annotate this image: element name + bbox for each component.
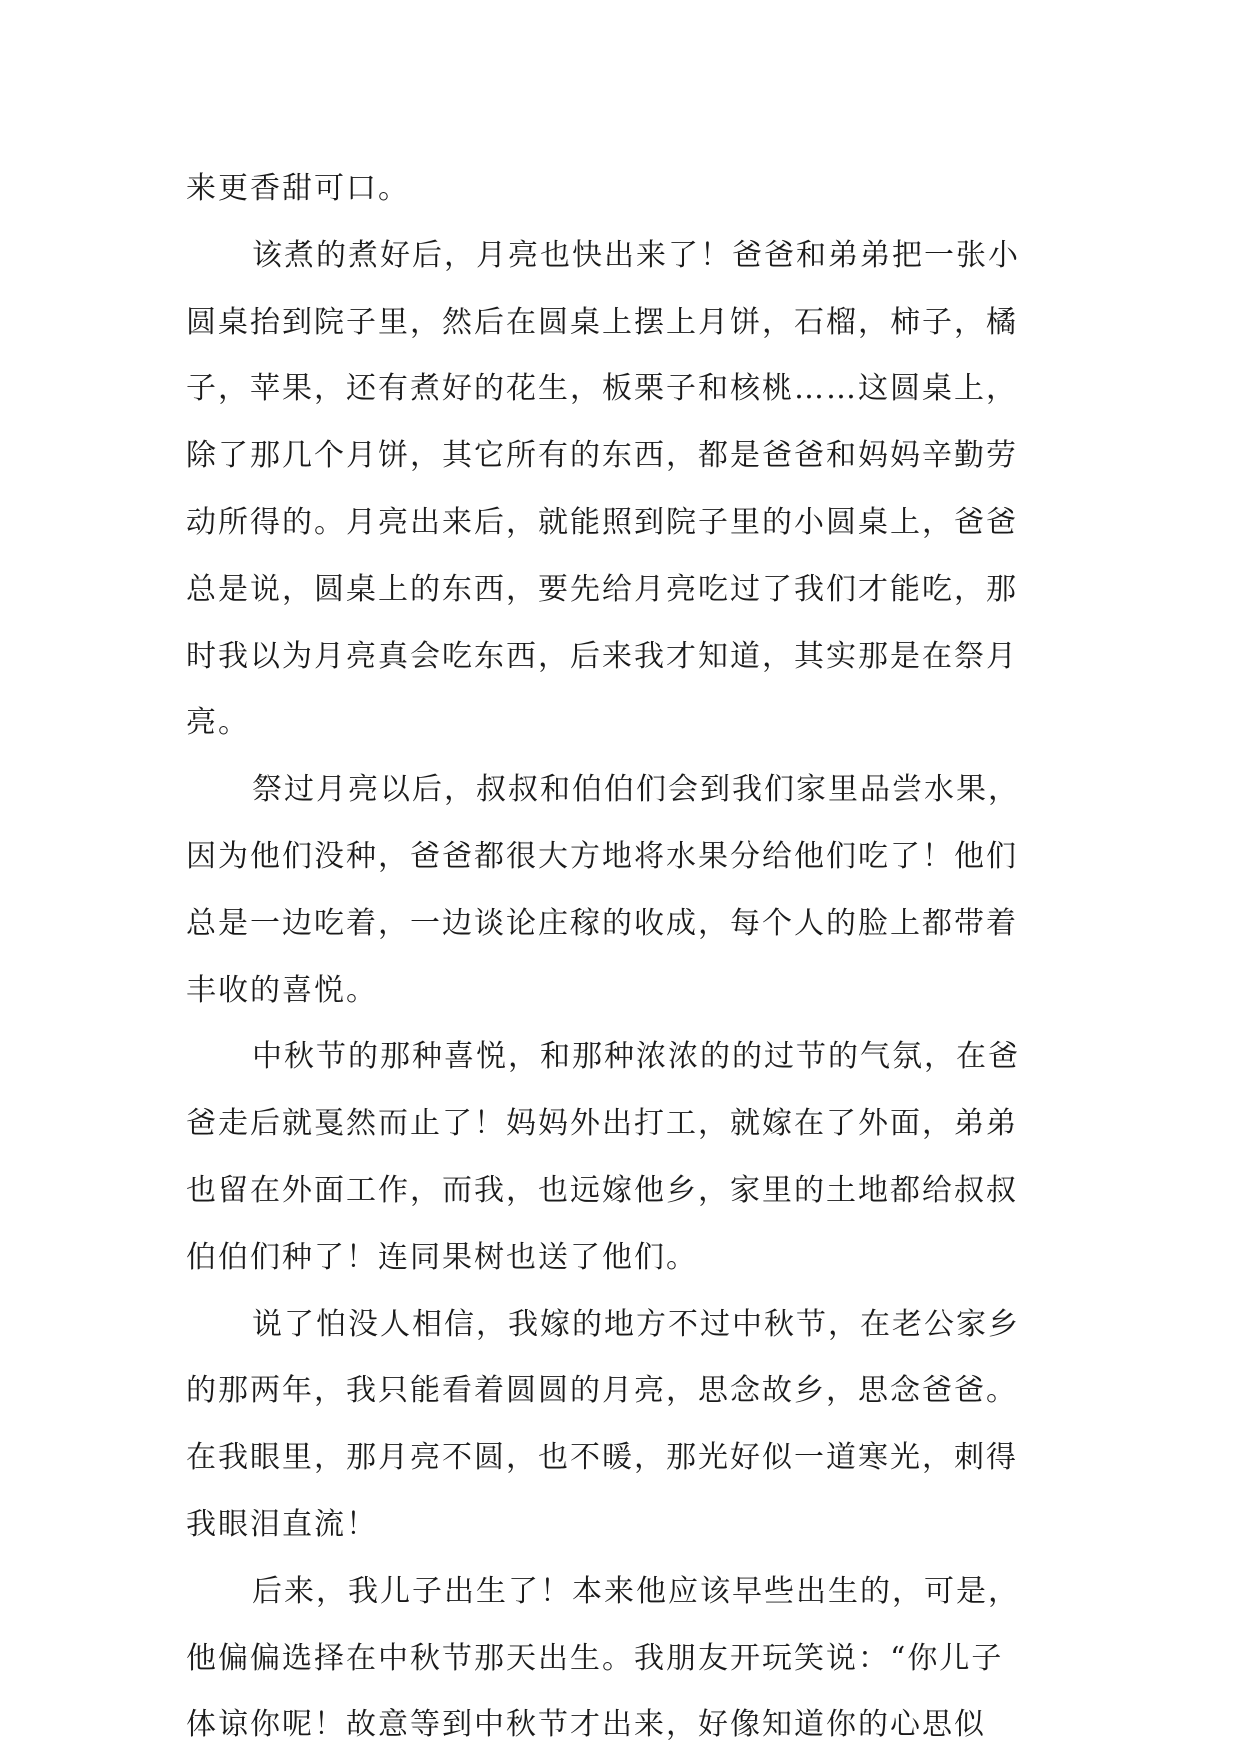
- text-line: 除了那几个月饼，其它所有的东西，都是爸爸和妈妈辛勤劳: [186, 438, 1018, 474]
- text-line: 后来，我儿子出生了！本来他应该早些出生的，可是，: [252, 1573, 1020, 1609]
- text-line: 伯伯们种了！连同果树也送了他们。: [186, 1239, 698, 1275]
- text-line: 该煮的煮好后，月亮也快出来了！爸爸和弟弟把一张小: [252, 237, 1020, 273]
- text-line: 祭过月亮以后，叔叔和伯伯们会到我们家里品尝水果，: [252, 772, 1020, 808]
- text-line: 爸走后就戛然而止了！妈妈外出打工，就嫁在了外面，弟弟: [186, 1106, 1018, 1142]
- text-line: 他偏偏选择在中秋节那天出生。我朋友开玩笑说：“你儿子: [186, 1640, 1004, 1676]
- text-line: 也留在外面工作，而我，也远嫁他乡，家里的土地都给叔叔: [186, 1172, 1018, 1208]
- text-line: 动所得的。月亮出来后，就能照到院子里的小圆桌上，爸爸: [186, 504, 1018, 540]
- text-line: 体谅你呢！故意等到中秋节才出来，好像知道你的心思似: [186, 1707, 986, 1743]
- text-line: 圆桌抬到院子里，然后在圆桌上摆上月饼，石榴，柿子，橘: [186, 304, 1018, 340]
- text-line: 丰收的喜悦。: [186, 972, 378, 1008]
- text-line: 中秋节的那种喜悦，和那种浓浓的的过节的气氛，在爸: [252, 1039, 1020, 1075]
- text-line: 来更香甜可口。: [186, 171, 410, 206]
- text-line: 总是一边吃着，一边谈论庄稼的收成，每个人的脸上都带着: [186, 905, 1018, 941]
- text-line: 子，苹果，还有煮好的花生，板栗子和核桃……这圆桌上，: [186, 371, 1018, 407]
- text-line: 说了怕没人相信，我嫁的地方不过中秋节，在老公家乡: [252, 1306, 1020, 1342]
- text-line: 在我眼里，那月亮不圆，也不暖，那光好似一道寒光，刺得: [186, 1440, 1018, 1476]
- text-line: 亮。: [186, 705, 250, 741]
- text-line: 总是说，圆桌上的东西，要先给月亮吃过了我们才能吃，那: [186, 571, 1018, 607]
- text-line: 的那两年，我只能看着圆圆的月亮，思念故乡，思念爸爸。: [186, 1373, 1018, 1409]
- document-body: [186, 156, 1066, 1759]
- text-line: 因为他们没种，爸爸都很大方地将水果分给他们吃了！他们: [186, 838, 1018, 874]
- text-line: 时我以为月亮真会吃东西，后来我才知道，其实那是在祭月: [186, 638, 1018, 674]
- text-line: 我眼泪直流！: [186, 1506, 378, 1542]
